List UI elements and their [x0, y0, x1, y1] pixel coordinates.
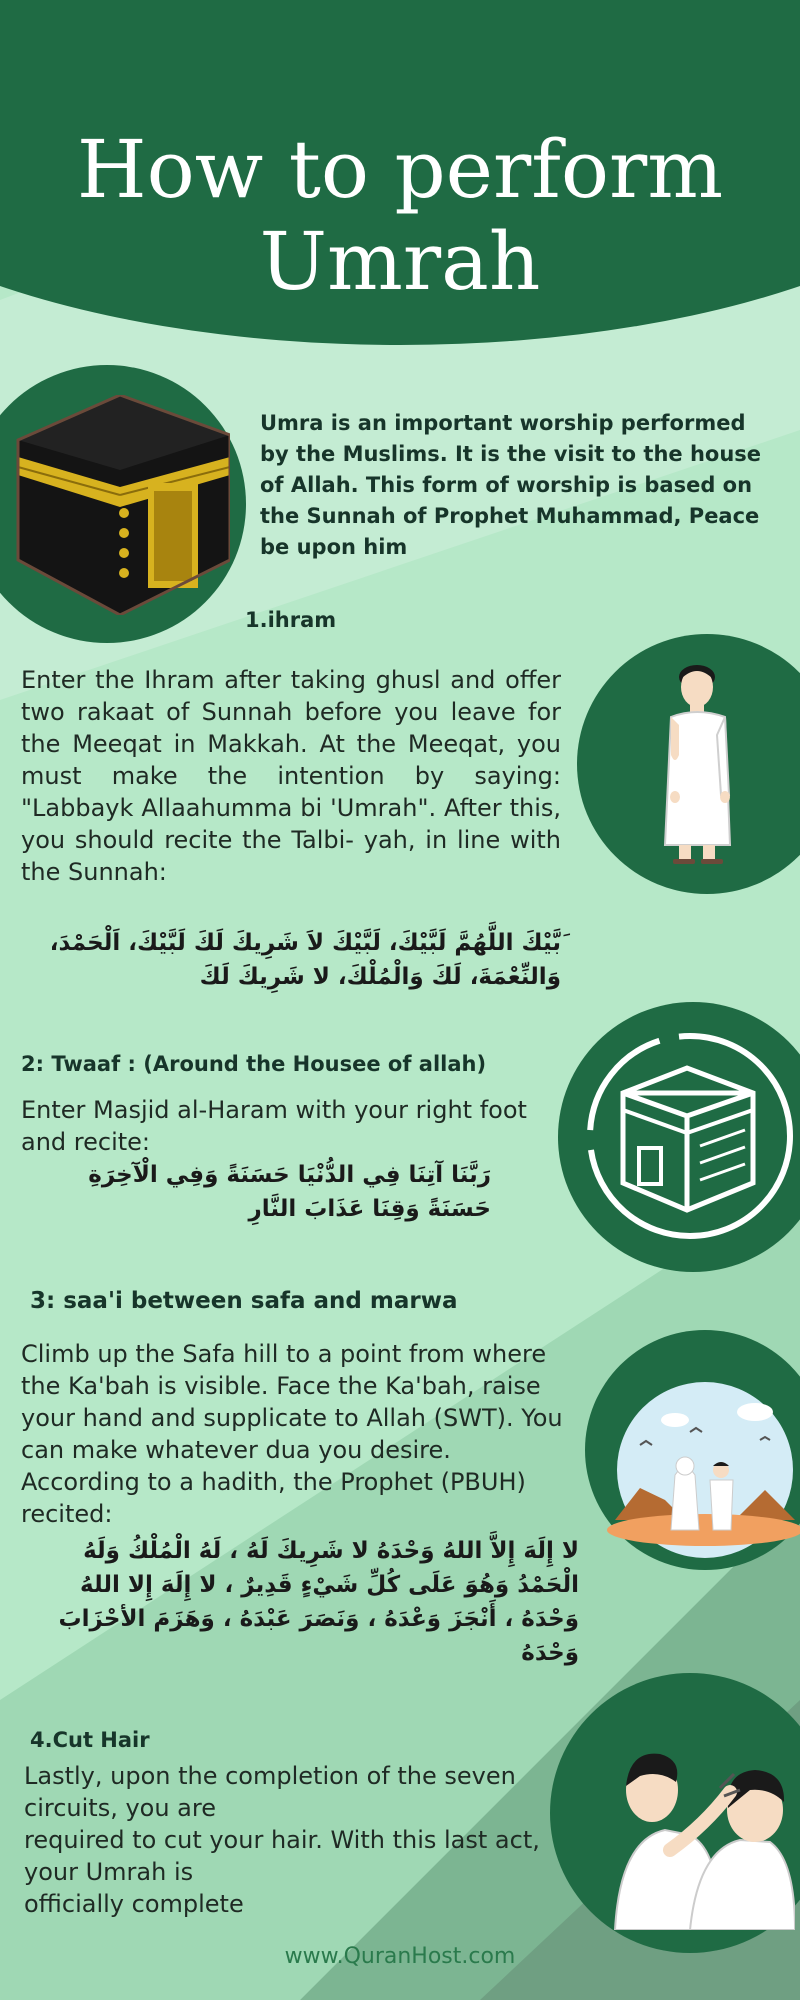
step-4-body — [24, 1760, 564, 1920]
intro-text: Umra is an important worship performed by the Muslims. It is the visit to the house of Allah. This form of worship is based on the Sunnah of Prophet Muhammad, Peace be upon him — [260, 411, 762, 559]
step-4-line: officially complete — [24, 1890, 244, 1918]
footer-url[interactable]: www.QuranHost.com — [284, 1944, 516, 1969]
step-4-line: required to cut your hair. With this last act, — [24, 1826, 540, 1854]
step-1-arabic: َبَّيْكَ اللَّهُمَّ لَبَّيْكَ، لَبَّيْكَ لاَ شَرِيكَ لَكَ لَبَّيْكَ، اَلْحَمْدَ، وَالنِّعْمَةَ، لَكَ وَالْمُلْكَ، لا شَرِيكَ لَكَ — [49, 930, 561, 990]
step-2-heading: 2: Twaaf : (Around the Housee of allah) — [21, 1052, 487, 1076]
step-4-heading: 4.Cut Hair — [30, 1728, 150, 1752]
step-3-heading: 3: saa'i between safa and marwa — [30, 1288, 458, 1314]
step-1-heading: 1.ihram — [245, 608, 337, 632]
cut-hair-icon — [610, 1730, 795, 1930]
step-4-line: circuits, you are — [24, 1794, 216, 1822]
kaaba-icon — [10, 395, 230, 615]
safa-marwa-icon — [605, 1380, 800, 1560]
step-3-arabic: لا إِلَهَ إِلاَّ اللهُ وَحْدَهُ لا شَرِيكَ لَهُ ، لَهُ الْمُلْكُ وَلَهُ الْحَمْدُ وَهُوَ عَلَى كُلِّ شَيْءٍ قَدِيرٌ ، لا إِلَهَ إِلا اللهُ وَحْدَهُ ، أَنْجَزَ وَعْدَهُ ، وَنَصَرَ عَبْدَهُ ، وَهَزَمَ الأحْزَابَ وَحْدَهُ — [58, 1538, 579, 1666]
page-title: How to perform Umrah — [76, 122, 724, 308]
step-4-line: Lastly, upon the completion of the seven — [24, 1762, 516, 1790]
step-2-body: Enter Masjid al-Haram with your right foot and recite: — [21, 1096, 527, 1156]
step-1-body: Enter the Ihram after taking ghusl and offer two rakaat of Sunnah before you leave for the Meeqat in Makkah. At the Meeqat, you must make the intention by saying: "Labbayk Allaahumma bi 'Umrah". After this, you should recite the Talbi- yah, in line with the Sunnah: — [21, 666, 561, 886]
step-4-line: your Umrah is — [24, 1858, 194, 1886]
step-3-body: Climb up the Safa hill to a point from where the Ka'bah is visible. Face the Ka'bah, raise your hand and supplicate to Allah (SWT). You can make whatever dua you desire. According to a hadith, the Prophet (PBUH) recited: — [21, 1340, 563, 1528]
kaaba-outline-icon — [575, 1018, 800, 1253]
pilgrim-icon — [635, 655, 765, 875]
step-2-arabic: رَبَّنَا آتِنَا فِي الدُّنْيَا حَسَنَةً وَفِي الْآخِرَةِ حَسَنَةً وَقِنَا عَذَابَ النَّارِ — [88, 1162, 491, 1222]
